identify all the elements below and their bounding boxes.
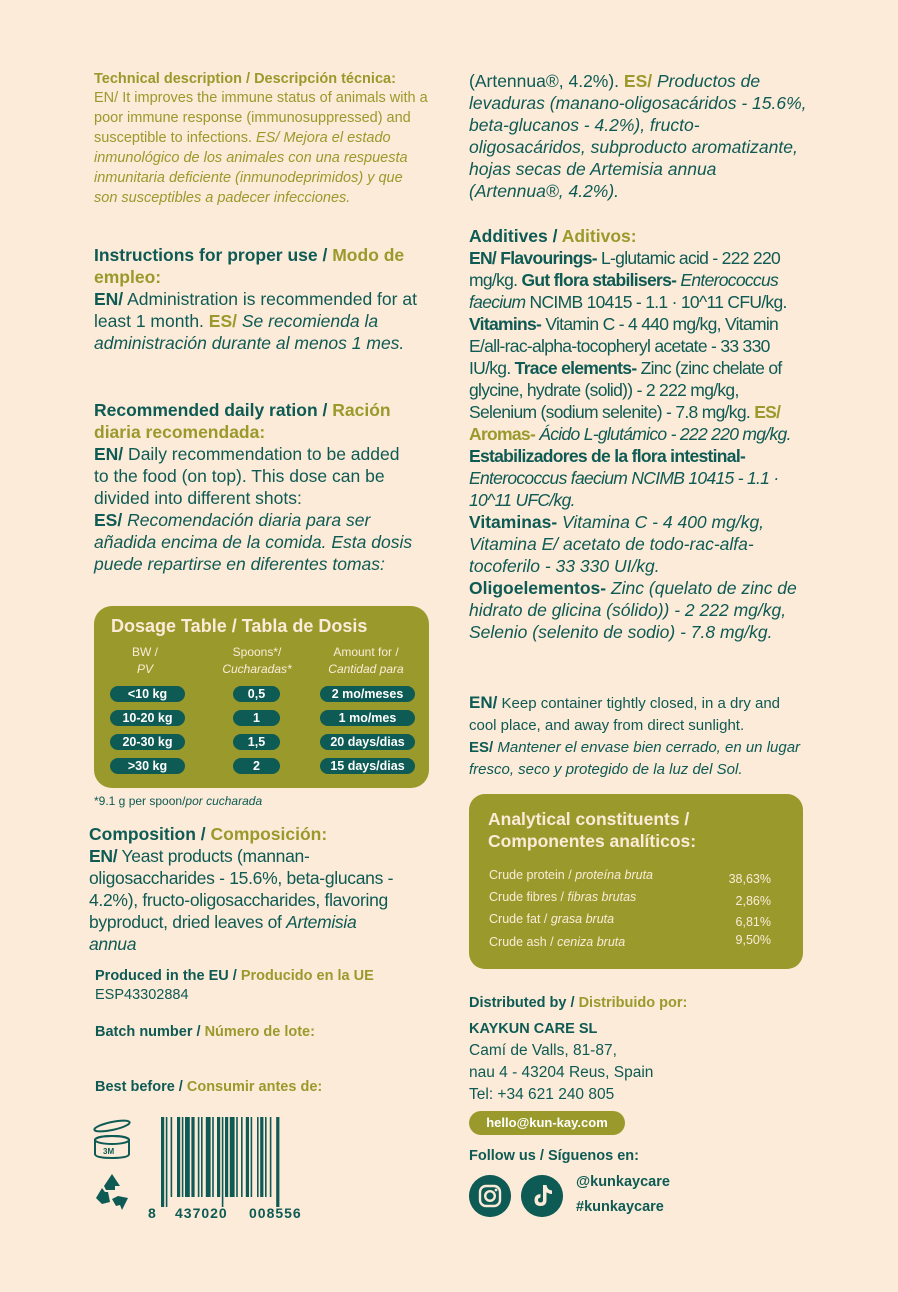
barcode-bar xyxy=(222,1117,224,1207)
additives-es-flora: Enterococcus faecium NCIMB 10415 - 1.1 · 10^11 UFC/kg. xyxy=(469,468,779,510)
tiktok-icon[interactable] xyxy=(521,1175,563,1217)
dosage-row-bw: 20-30 kg xyxy=(110,734,185,750)
barcode xyxy=(161,1117,321,1207)
dosage-row-spoons: 0,5 xyxy=(233,686,280,702)
ration-en: Daily recommendation to be added to the food (on top). This dose can be divided into different shots: xyxy=(94,444,400,508)
additives-es-oligo-label: Oligoelementos- xyxy=(469,578,607,598)
analytical-row-es: ceniza bruta xyxy=(557,935,626,949)
additives-flav-label: Flavourings- xyxy=(500,248,597,268)
barcode-bar xyxy=(236,1117,238,1197)
technical-text xyxy=(94,88,429,208)
barcode-bar xyxy=(230,1117,235,1197)
technical-description xyxy=(94,70,429,208)
ration-en-tag: EN/ xyxy=(94,444,124,464)
dosage-col-amount-en: Amount for / xyxy=(333,645,399,659)
batch-number-label xyxy=(95,1024,315,1040)
ration-es-tag: ES/ xyxy=(94,510,123,530)
dosage-col-spoons-es: Cucharadas* xyxy=(222,662,292,676)
additives-es-vit-label: Vitaminas- xyxy=(469,512,558,532)
instructions-text xyxy=(94,288,434,354)
barcode-bar xyxy=(265,1117,267,1197)
storage-es: Mantener el envase bien cerrado, en un lugar fresco, seco y protegido de la luz del Sol. xyxy=(469,739,801,778)
dosage-row-bw: <10 kg xyxy=(110,686,185,702)
barcode-bar xyxy=(257,1117,259,1197)
dosage-title: Dosage Table / Tabla de Dosis xyxy=(111,616,368,636)
additives-gut-label: Gut flora stabilisers- xyxy=(521,270,677,290)
additives-es-flora-label: Estabilizadores de la flora intestinal- xyxy=(469,446,746,466)
dosage-row-bw: 10-20 kg xyxy=(110,710,185,726)
composition-continued xyxy=(469,70,809,202)
dosage-table xyxy=(94,606,429,788)
instructions-es-tag: ES/ xyxy=(208,311,238,331)
barcode-bar xyxy=(246,1117,249,1197)
dosage-col-bw-en: BW / xyxy=(132,645,158,659)
barcode-bar xyxy=(198,1117,200,1197)
dosage-col-bw-es: PV xyxy=(136,662,153,676)
instructions-en-tag: EN/ xyxy=(94,289,124,309)
additives-es-oligo-text xyxy=(469,577,799,643)
analytical-row-value: 2,86% xyxy=(735,894,771,908)
produced-section xyxy=(95,967,374,1005)
ration-es: Recomendación diaria para ser añadida encima de la comida. Esta dosis puede repartirse en diferentes tomas: xyxy=(94,510,413,574)
producer-code: ESP43302884 xyxy=(95,987,189,1003)
storage-en-tag: EN/ xyxy=(469,693,498,712)
dosage-row-amount: 15 days/dias xyxy=(320,758,415,774)
composition-en: Yeast products (mannan-oligosaccharides - 15.6%, beta-glucans - 4.2%), fructo-oligosaccharides, flavoring byproduct, dried leaves of xyxy=(89,846,394,932)
analytical-row-en: Crude protein / xyxy=(489,868,576,882)
company-name: KAYKUN CARE SL xyxy=(469,1021,598,1037)
email-link[interactable]: hello@kun-kay.com xyxy=(469,1111,625,1135)
analytical-row-en: Crude ash / xyxy=(489,935,558,949)
ration-en-text xyxy=(94,443,416,509)
dosage-footnote xyxy=(94,794,262,808)
best-before-label xyxy=(95,1079,322,1095)
ration-heading-en: Recommended daily ration / xyxy=(94,400,333,420)
barcode-bar xyxy=(241,1117,243,1197)
instructions-es: Se recomienda la administración durante al menos 1 mes. xyxy=(94,311,405,353)
dosage-col-bw xyxy=(110,644,180,678)
additives-trace: Zinc (zinc chelate of glycine, hydrate (solid)) - 2 222 mg/kg, Selenium (sodium selenite) - 7.8 mg/kg. xyxy=(469,358,782,422)
barcode-bar xyxy=(251,1117,253,1197)
batch-number-en: Batch number / xyxy=(95,1024,205,1040)
additives-es-arom: Ácido L-glutámico - 222 220 mg/kg. xyxy=(535,424,791,444)
telephone: Tel: +34 621 240 805 xyxy=(469,1086,615,1103)
instructions-heading-es: Modo de empleo: xyxy=(94,245,405,287)
dosage-col-amount-es: Cantidad para xyxy=(328,662,404,676)
additives-heading-en: Additives / xyxy=(469,226,562,246)
address-line-1: Camí de Valls, 81-87, xyxy=(469,1042,617,1059)
ration-section xyxy=(94,399,416,575)
analytical-row xyxy=(489,890,771,908)
dosage-row-amount: 20 days/dias xyxy=(320,734,415,750)
dosage-row-amount: 2 mo/meses xyxy=(320,686,415,702)
barcode-bar xyxy=(206,1117,211,1197)
barcode-bar xyxy=(212,1117,214,1197)
ration-heading xyxy=(94,399,416,443)
analytical-row-en: Crude fibres / xyxy=(489,890,568,904)
technical-es: ES/ Mejora el estado inmunológico de los animales con una respuesta inmunitaria deficiente (inmunodeprimidos) y que son susceptibles a padecer infecciones. xyxy=(94,130,408,206)
analytical-row xyxy=(489,935,771,949)
instagram-icon[interactable] xyxy=(469,1175,511,1217)
ration-es-text xyxy=(94,509,416,575)
additives-gut: NCIMB 10415 - 1.1 · 10^11 CFU/kg. xyxy=(525,292,787,312)
barcode-bar xyxy=(276,1117,279,1207)
distributed-heading xyxy=(469,994,789,1012)
best-before-en: Best before / xyxy=(95,1079,187,1095)
additives-es-oligo: Zinc (quelato de zinc de hidrato de glicina (sólido)) - 2 222 mg/kg, Selenio (selenito de sodio) - 7.8 mg/kg. xyxy=(469,578,797,642)
composition-es: Productos de levaduras (manano-oligosacáridos - 15.6%, beta-glucanos - 4.2%), fructo-oligosacáridos, subproducto aromatizante, hojas secas de Artemisia annua (Artennua®, 4.2%). xyxy=(469,71,807,201)
additives-flav: L-glutamic acid - 222 220 mg/kg. xyxy=(469,248,781,290)
analytical-constituents xyxy=(469,794,803,969)
storage-es-text xyxy=(469,737,804,781)
follow-heading: Follow us / Síguenos en: xyxy=(469,1148,639,1164)
barcode-bar xyxy=(171,1117,173,1197)
social-handle[interactable]: @kunkaycare xyxy=(576,1174,670,1190)
barcode-digits-3: 008556 xyxy=(249,1205,302,1221)
storage-en-text xyxy=(469,692,804,737)
analytical-title-en: Analytical constituents / xyxy=(488,809,690,829)
storage-en: Keep container tightly closed, in a dry and cool place, and away from direct sunlight. xyxy=(469,695,781,734)
dosage-footnote-es: por cucharada xyxy=(185,794,263,808)
barcode-bar xyxy=(161,1117,164,1207)
additives-heading xyxy=(469,225,799,247)
batch-number-es: Número de lote: xyxy=(204,1024,315,1040)
composition-section xyxy=(89,823,407,955)
instructions-heading-en: Instructions for proper use / xyxy=(94,245,333,265)
additives-gut-species: Enterococcus faecium xyxy=(469,270,779,312)
pao-label: 3M xyxy=(103,1147,115,1156)
analytical-row xyxy=(489,912,771,929)
dosage-col-amount xyxy=(316,644,416,678)
dosage-row-spoons: 1,5 xyxy=(233,734,280,750)
barcode-bar xyxy=(260,1117,263,1197)
dosage-footnote-en: *9.1 g per spoon/ xyxy=(94,794,186,808)
composition-en-italic: Artemisia annua xyxy=(89,912,357,954)
additives-section xyxy=(469,225,799,643)
dosage-row-bw: >30 kg xyxy=(110,758,185,774)
analytical-row-value: 38,63% xyxy=(728,872,771,886)
barcode-bar xyxy=(177,1117,180,1197)
produced-heading xyxy=(95,967,374,986)
composition-en-text xyxy=(89,845,407,955)
dosage-row-spoons: 2 xyxy=(233,758,280,774)
analytical-row-value: 6,81% xyxy=(735,915,771,929)
analytical-row xyxy=(489,868,771,886)
additives-text xyxy=(469,247,799,511)
distributed-heading-es: Distribuido por: xyxy=(578,995,688,1011)
additives-heading-es: Aditivos: xyxy=(561,226,637,246)
storage-section xyxy=(469,692,804,781)
produced-heading-es: Producido en la UE xyxy=(240,968,374,984)
distributed-heading-en: Distributed by / xyxy=(469,995,579,1011)
barcode-digit-1: 8 xyxy=(148,1205,156,1221)
barcode-bar xyxy=(185,1117,190,1197)
analytical-title-es: Componentes analíticos: xyxy=(488,831,697,851)
additives-vit-label: Vitamins- xyxy=(469,314,542,334)
barcode-bar xyxy=(201,1117,203,1197)
barcode-bar xyxy=(191,1117,194,1197)
produced-heading-en: Produced in the EU / xyxy=(95,968,241,984)
barcode-bar xyxy=(225,1117,228,1197)
distributed-section xyxy=(469,994,789,1106)
dosage-col-spoons-en: Spoons*/ xyxy=(232,645,282,659)
barcode-bar xyxy=(217,1117,220,1197)
additives-es-vit-text xyxy=(469,511,799,577)
additives-es-vit: Vitamina C - 4 400 mg/kg, Vitamina E/ acetato de todo-rac-alfa-tocoferilo - 33 330 UI/kg. xyxy=(469,512,765,576)
instructions-section xyxy=(94,244,434,354)
barcode-bar xyxy=(166,1117,168,1207)
barcode-digits-2: 437020 xyxy=(175,1205,228,1221)
composition-cont-text xyxy=(469,70,809,202)
additives-vit: Vitamin C - 4 440 mg/kg, Vitamin E/all-rac-alpha-tocopheryl acetate - 33 330 IU/kg. xyxy=(469,314,779,378)
composition-cont: (Artennua®, 4.2%). xyxy=(469,71,624,91)
dosage-row-spoons: 1 xyxy=(233,710,280,726)
barcode-bar xyxy=(270,1117,272,1197)
analytical-row-es: grasa bruta xyxy=(550,912,615,926)
analytical-title xyxy=(488,808,696,852)
address-line-2: nau 4 - 43204 Reus, Spain xyxy=(469,1064,654,1081)
instructions-en: Administration is recommended for at least 1 month. xyxy=(94,289,417,331)
best-before-es: Consumir antes de: xyxy=(186,1079,323,1095)
technical-heading: Technical description / Descripción técnica: xyxy=(94,71,396,87)
composition-heading xyxy=(89,823,407,845)
additives-trace-label: Trace elements- xyxy=(514,358,637,378)
storage-es-tag: ES/ xyxy=(469,739,494,756)
dosage-col-spoons xyxy=(212,644,302,678)
analytical-row-es: proteína bruta xyxy=(575,868,654,882)
social-hashtag[interactable]: #kunkaycare xyxy=(576,1199,664,1215)
composition-heading-en: Composition / xyxy=(89,824,211,844)
recycle-icon xyxy=(92,1172,132,1212)
analytical-row-en: Crude fat / xyxy=(489,912,551,926)
dosage-row-amount: 1 mo/mes xyxy=(320,710,415,726)
barcode-bar xyxy=(182,1117,184,1197)
technical-en: EN/ It improves the immune status of animals with a poor immune response (immunosuppressed) and susceptible to infections. xyxy=(94,90,428,146)
analytical-row-es: fibras brutas xyxy=(567,890,637,904)
instructions-heading xyxy=(94,244,434,288)
composition-es-tag: ES/ xyxy=(623,71,653,91)
analytical-row-value: 9,50% xyxy=(735,933,771,947)
ration-heading-es: Ración diaria recomendada: xyxy=(94,400,391,442)
composition-heading-es: Composición: xyxy=(210,824,328,844)
composition-en-tag: EN/ xyxy=(89,846,118,866)
additives-en-tag: EN/ xyxy=(469,248,501,268)
additives-es-tag: ES/ Aromas- xyxy=(469,402,781,444)
